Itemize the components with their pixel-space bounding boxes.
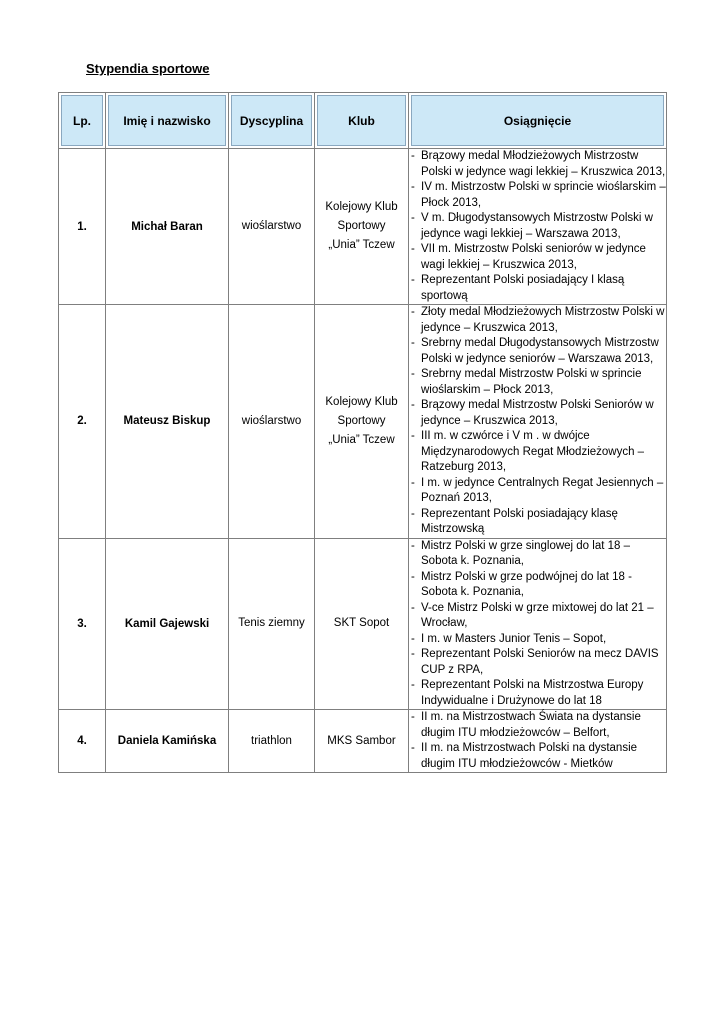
- row-name: Michał Baran: [106, 149, 229, 305]
- row-lp: 4.: [59, 710, 106, 773]
- row-lp: 3.: [59, 538, 106, 710]
- club-line: Sportowy: [337, 414, 386, 427]
- table-row: [59, 305, 667, 539]
- achievement-item: - Złoty medal Młodzieżowych Mistrzostw Polski w jedynce – Kruszwica 2013,: [409, 305, 666, 336]
- row-club: [315, 710, 409, 773]
- club-line: Sportowy: [337, 220, 386, 232]
- row-club: [315, 538, 409, 710]
- achievement-item: - Mistrz Polski w grze podwójnej do lat 18 - Sobota k. Poznania,: [409, 570, 666, 601]
- table-row: [59, 149, 667, 305]
- achievement-item: - Brązowy medal Młodzieżowych Mistrzostw Polski w jedynce wagi lekkiej – Kruszwica 2013,: [409, 149, 666, 180]
- table-row: [59, 538, 667, 710]
- row-lp: 2.: [59, 305, 106, 539]
- row-achievements: [409, 149, 667, 305]
- club-line: Kolejowy Klub: [325, 395, 398, 408]
- club-line: MKS Sambor: [327, 734, 396, 747]
- header-discipline: Dyscyplina: [229, 93, 315, 149]
- header-club: Klub: [315, 93, 409, 149]
- header-achievements: Osiągnięcie: [409, 93, 667, 149]
- achievements-list: [409, 305, 666, 538]
- club-line: „Unia” Tczew: [328, 239, 395, 251]
- row-discipline: wioślarstwo: [229, 149, 315, 305]
- row-club: [315, 149, 409, 305]
- achievement-item: - II m. na Mistrzostwach Świata na dystansie długim ITU młodzieżowców – Belfort,: [409, 710, 666, 741]
- achievement-item: - Reprezentant Polski Seniorów na mecz DAVIS CUP z RPA,: [409, 647, 666, 678]
- header-lp: Lp.: [59, 93, 106, 149]
- achievement-item: - I m. w Masters Junior Tenis – Sopot,: [409, 632, 666, 648]
- achievement-item: - II m. na Mistrzostwach Polski na dystansie długim ITU młodzieżowców - Mietków: [409, 741, 666, 772]
- achievement-item: - Brązowy medal Mistrzostw Polski Seniorów w jedynce – Kruszwica 2013,: [409, 398, 666, 429]
- scholarships-table: [58, 92, 667, 773]
- row-discipline: wioślarstwo: [229, 305, 315, 539]
- achievement-item: - Reprezentant Polski posiadający klasę Mistrzowską: [409, 507, 666, 538]
- row-discipline: Tenis ziemny: [229, 538, 315, 710]
- achievement-item: - IV m. Mistrzostw Polski w sprincie wioślarskim – Płock 2013,: [409, 180, 666, 211]
- row-achievements: [409, 710, 667, 773]
- club-line: „Unia” Tczew: [328, 433, 395, 446]
- row-name: Daniela Kamińska: [106, 710, 229, 773]
- club-line: Kolejowy Klub: [325, 201, 398, 213]
- row-achievements: [409, 305, 667, 539]
- header-name: Imię i nazwisko: [106, 93, 229, 149]
- row-achievements: [409, 538, 667, 710]
- row-club: [315, 305, 409, 539]
- row-name: Mateusz Biskup: [106, 305, 229, 539]
- document-title: Stypendia sportowe: [86, 61, 210, 76]
- club-line: SKT Sopot: [333, 617, 390, 630]
- row-discipline: triathlon: [229, 710, 315, 773]
- table-row: [59, 710, 667, 773]
- achievements-list: [409, 539, 666, 710]
- achievement-item: - VII m. Mistrzostw Polski seniorów w jedynce wagi lekkiej – Kruszwica 2013,: [409, 242, 666, 273]
- achievement-item: - III m. w czwórce i V m . w dwójce Międzynarodowych Regat Młodzieżowych – Ratzeburg 2013,: [409, 429, 666, 476]
- achievement-item: - Reprezentant Polski na Mistrzostwa Europy Indywidualne i Drużynowe do lat 18: [409, 678, 666, 709]
- row-lp: 1.: [59, 149, 106, 305]
- achievements-list: [409, 710, 666, 772]
- achievement-item: - Srebrny medal Mistrzostw Polski w sprincie wioślarskim – Płock 2013,: [409, 367, 666, 398]
- table-header-row: [59, 93, 667, 149]
- achievement-item: - Mistrz Polski w grze singlowej do lat 18 – Sobota k. Poznania,: [409, 539, 666, 570]
- achievement-item: - I m. w jedynce Centralnych Regat Jesiennych – Poznań 2013,: [409, 476, 666, 507]
- row-name: Kamil Gajewski: [106, 538, 229, 710]
- achievement-item: - Reprezentant Polski posiadający I klasą sportową: [409, 273, 666, 304]
- achievement-item: - V m. Długodystansowych Mistrzostw Polski w jedynce wagi lekkiej – Warszawa 2013,: [409, 211, 666, 242]
- achievement-item: - V-ce Mistrz Polski w grze mixtowej do lat 21 – Wrocław,: [409, 601, 666, 632]
- achievement-item: - Srebrny medal Długodystansowych Mistrzostw Polski w jedynce seniorów – Warszawa 2013,: [409, 336, 666, 367]
- achievements-list: [409, 149, 666, 304]
